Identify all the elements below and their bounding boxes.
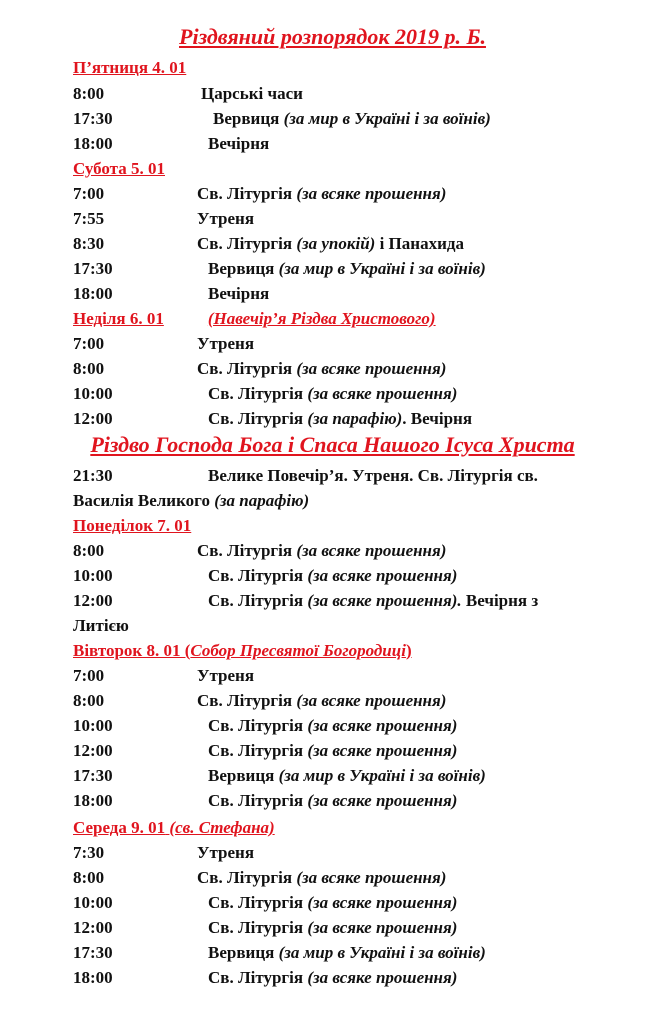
row-continuation: Литією [73,616,129,635]
row-service: Вервиця (за мир в Україні і за воїнів) [213,109,491,128]
row-note: (за всяке прошення) [307,893,458,912]
row-note: (за парафію) [307,409,403,428]
row-time: 12:00 [73,741,113,760]
row-note: (за мир в Україні і за воїнів) [283,109,491,128]
schedule-title: Різдвяний розпорядок 2019 р. Б. [179,24,486,49]
row-note: (за всяке прошення) [307,968,458,987]
row-time: 10:00 [73,893,113,912]
row-time: 18:00 [73,791,113,810]
row-service: Св. Літургія (за упокій) і Панахида [197,234,464,253]
day-heading-wednesday: Середа 9. 01 (св. Стефана) [73,818,275,837]
row-note: (за всяке прошення) [296,541,447,560]
day-heading-note: Собор Пресвятої Богородиці [190,641,406,660]
row-note: (за всяке прошення) [307,791,458,810]
row-note: (за всяке прошення) [296,184,447,203]
row-service: Утреня [197,334,255,353]
day-heading-friday: П’ятниця 4. 01 [73,58,187,77]
row-time: 17:30 [73,766,113,785]
row-service: Св. Літургія (за всяке прошення) [197,868,447,887]
row-time: 10:00 [73,566,113,585]
row-continuation: Василія Великого (за парафію) [73,491,310,510]
row-service: Велике Повечір’я. Утреня. Св. Літургія св. [208,466,538,485]
row-note: (за всяке прошення) [296,359,447,378]
row-note: (за мир в Україні і за воїнів) [278,943,486,962]
row-service: Утреня [197,209,255,228]
row-service: Св. Літургія (за всяке прошення). Вечірня з [208,591,539,610]
row-service: Св. Літургія (за всяке прошення) [197,359,447,378]
row-service: Вечірня [208,284,270,303]
row-time: 7:00 [73,334,105,353]
row-time: 18:00 [73,284,113,303]
row-service: Св. Літургія (за всяке прошення) [208,716,458,735]
row-service: Вечірня [208,134,270,153]
day-heading-sunday: Неділя 6. 01 (Навечір’я Різдва Христового) [73,309,436,328]
row-time: 17:30 [73,943,113,962]
row-time: 8:00 [73,84,105,103]
row-note: (за всяке прошення) [307,566,458,585]
row-time: 12:00 [73,409,113,428]
row-service: Св. Літургія (за всяке прошення) [197,541,447,560]
row-note: (за всяке прошення). [307,591,462,610]
row-time: 18:00 [73,134,113,153]
row-time: 12:00 [73,591,113,610]
row-note: (за мир в Україні і за воїнів) [278,766,486,785]
row-time: 8:00 [73,359,105,378]
row-time: 7:00 [73,184,105,203]
row-service: Царські часи [201,84,303,103]
row-time: 8:00 [73,541,105,560]
row-service: Св. Літургія (за всяке прошення) [208,384,458,403]
row-service: Св. Літургія (за всяке прошення) [208,791,458,810]
day-heading-saturday: Субота 5. 01 [73,159,165,178]
row-time: 17:30 [73,109,113,128]
row-time: 18:00 [73,968,113,987]
day-heading-tuesday: Вівторок 8. 01 (Собор Пресвятої Богородиці) [73,641,412,660]
day-heading-monday: Понеділок 7. 01 [73,516,192,535]
row-service: Вервиця (за мир в Україні і за воїнів) [208,766,486,785]
row-note: (за всяке прошення) [307,741,458,760]
row-time: 8:30 [73,234,105,253]
row-note: (за всяке прошення) [307,384,458,403]
row-time: 8:00 [73,691,105,710]
row-time: 7:30 [73,843,105,862]
row-service: Св. Літургія (за всяке прошення) [197,184,447,203]
row-service: Св. Літургія (за всяке прошення) [208,918,458,937]
day-heading-note: (св. Стефана) [169,818,275,837]
row-service: Вервиця (за мир в Україні і за воїнів) [208,259,486,278]
row-note: (за всяке прошення) [307,716,458,735]
row-time: 7:55 [73,209,105,228]
row-note: (за всяке прошення) [307,918,458,937]
row-note: (за всяке прошення) [296,868,447,887]
row-time: 10:00 [73,716,113,735]
row-time: 7:00 [73,666,105,685]
day-heading-note: (Навечір’я Різдва Христового) [207,309,436,328]
row-note: (за упокій) [296,234,376,253]
row-service: Св. Літургія (за всяке прошення) [197,691,447,710]
row-time: 12:00 [73,918,113,937]
row-note: (за парафію) [214,491,310,510]
row-time: 21:30 [73,466,113,485]
row-service: Св. Літургія (за парафію). Вечірня [208,409,473,428]
row-service: Св. Літургія (за всяке прошення) [208,893,458,912]
row-service: Вервиця (за мир в Україні і за воїнів) [208,943,486,962]
row-time: 10:00 [73,384,113,403]
row-time: 17:30 [73,259,113,278]
row-note: (за мир в Україні і за воїнів) [278,259,486,278]
row-service: Утреня [197,666,255,685]
feast-heading: Різдво Господа Бога і Спаса Нашого Ісуса Христа [90,432,575,457]
row-service: Св. Літургія (за всяке прошення) [208,741,458,760]
row-note: (за всяке прошення) [296,691,447,710]
row-service: Св. Літургія (за всяке прошення) [208,968,458,987]
row-service: Св. Літургія (за всяке прошення) [208,566,458,585]
row-time: 8:00 [73,868,105,887]
row-service: Утреня [197,843,255,862]
